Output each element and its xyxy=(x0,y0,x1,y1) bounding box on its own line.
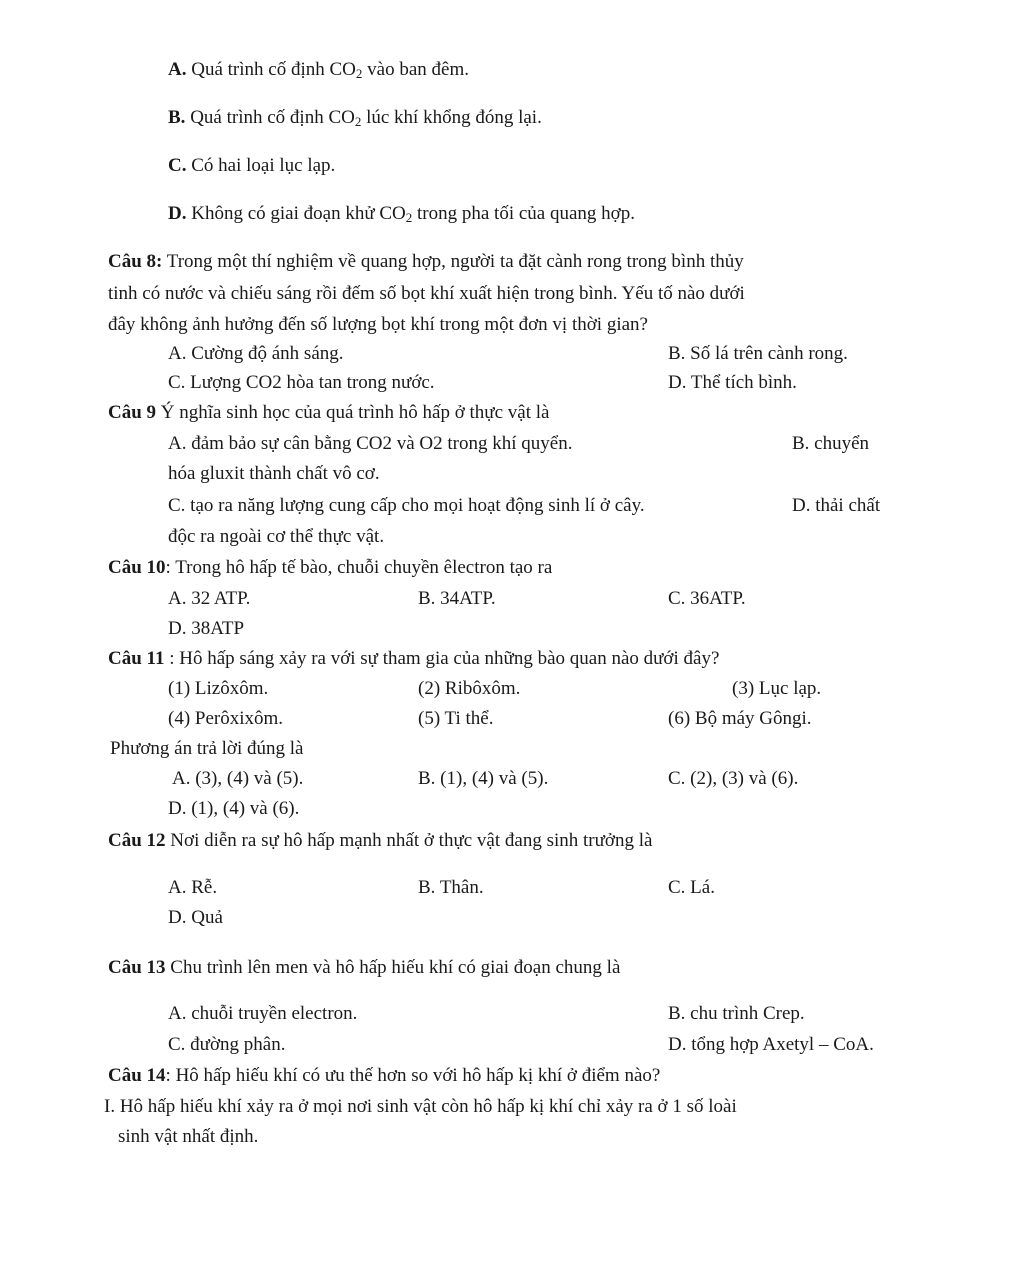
question-text: : Hô hấp sáng xảy ra với sự tham gia của những bào quan nào dưới đây? xyxy=(164,648,720,669)
q11-option-c: C. (2), (3) và (6). xyxy=(668,768,799,789)
q13-option-a: A. chuỗi truyền electron. xyxy=(168,1003,358,1024)
option-label: C. xyxy=(168,155,187,176)
prev-option-c xyxy=(168,154,335,179)
option-label: B. xyxy=(168,107,186,128)
q14-item-1: I. Hô hấp hiếu khí xảy ra ở mọi nơi sinh vật còn hô hấp kị khí chỉ xảy ra ở 1 số loài xyxy=(104,1096,737,1117)
q9-option-b: B. chuyển xyxy=(792,433,870,454)
q11-item-2: (2) Ribôxôm. xyxy=(418,678,521,699)
q10-option-b: B. 34ATP. xyxy=(418,588,496,609)
question-label: Câu 12 xyxy=(108,830,166,851)
q10-option-a: A. 32 ATP. xyxy=(168,588,251,609)
question-text: : Trong hô hấp tế bào, chuỗi chuyền êlectron tạo ra xyxy=(165,557,553,578)
q11-item-1: (1) Lizôxôm. xyxy=(168,678,269,699)
prev-option-d xyxy=(168,202,635,227)
q9-option-d: D. thải chất xyxy=(792,495,881,516)
q11-item-3: (3) Lục lạp. xyxy=(732,678,822,699)
option-text: Có hai loại lục lạp. xyxy=(191,155,336,176)
q12-option-a: A. Rễ. xyxy=(168,877,218,898)
q13-option-b: B. chu trình Crep. xyxy=(668,1003,805,1024)
option-text: lúc khí khổng đóng lại. xyxy=(361,107,542,128)
question-text: Nơi diễn ra sự hô hấp mạnh nhất ở thực vật đang sinh trưởng là xyxy=(165,830,653,851)
q12-option-d: D. Quả xyxy=(168,907,223,928)
option-text: trong pha tối của quang hợp. xyxy=(412,203,635,224)
q8-stem-line2: tinh có nước và chiếu sáng rồi đếm số bọt khí xuất hiện trong bình. Yếu tố nào dưới xyxy=(108,283,745,304)
q13-option-d: D. tổng hợp Axetyl – CoA. xyxy=(668,1034,874,1055)
q9-option-b-cont: hóa gluxit thành chất vô cơ. xyxy=(168,463,380,484)
question-text: : Hô hấp hiếu khí có ưu thế hơn so với hô hấp kị khí ở điểm nào? xyxy=(165,1065,661,1086)
q9-stem xyxy=(108,401,549,426)
subscript: 2 xyxy=(405,210,413,225)
subscript: 2 xyxy=(355,66,363,81)
q11-stem xyxy=(108,647,719,672)
q8-option-b: B. Số lá trên cành rong. xyxy=(668,343,848,364)
q12-stem xyxy=(108,829,652,854)
option-text: Quá trình cố định CO xyxy=(190,107,355,128)
q8-option-d: D. Thể tích bình. xyxy=(668,372,797,393)
q10-option-d: D. 38ATP xyxy=(168,618,245,639)
q13-stem xyxy=(108,956,620,981)
q9-option-a: A. đảm bảo sự cân bằng CO2 và O2 trong khí quyển. xyxy=(168,433,573,454)
q11-prompt: Phương án trả lời đúng là xyxy=(110,738,304,759)
q8-option-a: A. Cường độ ánh sáng. xyxy=(168,343,344,364)
question-label: Câu 10 xyxy=(108,557,166,578)
q12-option-b: B. Thân. xyxy=(418,877,484,898)
q11-option-d: D. (1), (4) và (6). xyxy=(168,798,300,819)
option-text: vào ban đêm. xyxy=(362,59,469,80)
option-label: A. xyxy=(168,59,187,80)
q8-stem-line3: đây không ảnh hưởng đến số lượng bọt khí trong một đơn vị thời gian? xyxy=(108,314,648,335)
q8-stem-line1 xyxy=(108,250,744,275)
prev-option-b xyxy=(168,106,542,131)
question-label: Câu 13 xyxy=(108,957,166,978)
q10-stem xyxy=(108,556,552,581)
q8-option-c: C. Lượng CO2 hòa tan trong nước. xyxy=(168,372,435,393)
q13-option-c: C. đường phân. xyxy=(168,1034,286,1055)
q11-option-a: A. (3), (4) và (5). xyxy=(172,768,304,789)
question-text: Ý nghĩa sinh học của quá trình hô hấp ở thực vật là xyxy=(156,402,550,423)
question-label: Câu 14 xyxy=(108,1065,166,1086)
question-text: Trong một thí nghiệm về quang hợp, người ta đặt cành rong trong bình thủy xyxy=(162,251,744,272)
question-label: Câu 9 xyxy=(108,402,157,423)
option-label: D. xyxy=(168,203,187,224)
q14-item-1-cont: sinh vật nhất định. xyxy=(118,1126,259,1147)
prev-option-a xyxy=(168,58,469,83)
q12-option-c: C. Lá. xyxy=(668,877,715,898)
q11-item-6: (6) Bộ máy Gôngi. xyxy=(668,708,812,729)
q11-option-b: B. (1), (4) và (5). xyxy=(418,768,549,789)
option-text: Quá trình cố định CO xyxy=(191,59,356,80)
q11-item-4: (4) Perôxixôm. xyxy=(168,708,284,729)
q9-option-d-cont: độc ra ngoài cơ thể thực vật. xyxy=(168,526,385,547)
question-label: Câu 8: xyxy=(108,251,163,272)
q11-item-5: (5) Ti thể. xyxy=(418,708,494,729)
question-text: Chu trình lên men và hô hấp hiếu khí có giai đoạn chung là xyxy=(165,957,621,978)
q14-stem xyxy=(108,1064,660,1089)
subscript: 2 xyxy=(354,114,362,129)
question-label: Câu 11 xyxy=(108,648,165,669)
option-text: Không có giai đoạn khử CO xyxy=(191,203,406,224)
q10-option-c: C. 36ATP. xyxy=(668,588,746,609)
q9-option-c: C. tạo ra năng lượng cung cấp cho mọi hoạt động sinh lí ở cây. xyxy=(168,495,645,516)
